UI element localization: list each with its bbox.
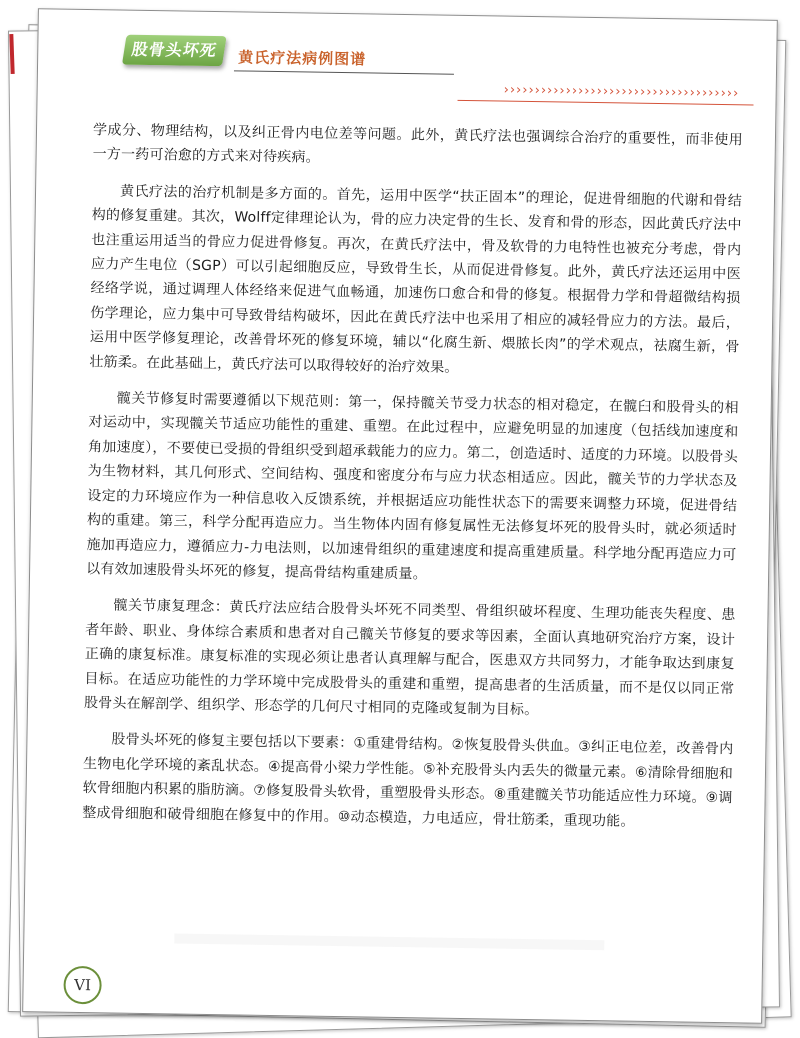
header-rule: [234, 70, 454, 74]
body-text: [82, 118, 743, 847]
chevron-decoration: ››››››››››››››››››››››››››››››››››››››: [503, 82, 740, 102]
paragraph-rehab-concept: 髋关节康复理念：黄氏疗法应结合股骨头坏死不同类型、骨组织破坏程度、生理功能丧失程度、患者年龄、职业、身体综合素质和患者对自己髋关节修复的要求等因素，全面认真地研究治疗方案，设计正确的康复标准。康复标准的实现必须让患者认真理解与配合，医患双方共同努力，才能争取达到康复目标。在适应功能性的力学环境中完成股骨头的重建和重塑，提高患者的生活质量，而不是仅以同正常股骨头在解剖学、组织学、形态学的几何尺寸相同的克隆或复制为目标。: [83, 597, 736, 719]
paragraph-repair-rules: 髋关节修复时需要遵循以下规范则：第一，保持髋关节受力状态的相对稳定，在髋臼和股骨头的相对运动中，实现髋关节适应功能性的重建、重塑。在此过程中，应避免明显的加速度（包括线加速度和角加速度），不要使已受损的骨组织受到超承载能力的应力。第二，创造适时、适度的力环境。以股骨头为生物材料，其几何形式、空间结构、强度和密度分布与应力状态相适应。因此，髋关节的力学状态及设定的力环境应作为一种信息收入反馈系统，并根据适应功能性状态下的需要来调整力环境，促进骨结构的重建。第三，科学分配再造应力。当生物体内固有修复属性无法修复坏死的股骨头时，就必须适时施加再造应力，遵循应力-力电法则，以加速骨组织的重建速度和提高重建质量。科学地分配再造应力可以有效加速股骨头坏死的修复，提高骨结构重建质量。: [86, 390, 739, 583]
book-page: [22, 8, 778, 1023]
section-tag: 股骨头坏死: [122, 35, 227, 67]
paragraph-repair-elements: 股骨头坏死的修复主要包括以下要素：①重建骨结构。②恢复股骨头供血。③纠正电位差，改善骨内生物电化学环境的紊乱状态。④提高骨小梁力学性能。⑤补充股骨头内丢失的微量元素。⑥清除骨细胞和软骨细胞内积累的脂肪滴。⑦修复股骨头软骨，重塑股骨头形态。⑧重建髋关节功能适应性力环境。⑨调整成骨细胞和破骨细胞在修复中的作用。⑩动态模造，力电适应，骨壮筋柔，重现功能。: [82, 731, 734, 830]
paragraph-mechanism: 黄氏疗法的治疗机制是多方面的。首先，运用中医学“扶正固本”的理论，促进骨细胞的代谢和骨结构的修复重建。其次，Wolff定律理论认为，骨的应力决定骨的生长、发育和骨的形态，因此黄氏疗法中也注重运用适当的骨应力促进骨修复。再次，在黄氏疗法中，骨及软骨的力电特性也被充分考虑，骨内应力产生电位（SGP）可以引起细胞反应，导致骨生长，从而促进骨修复。此外，黄氏疗法还运用中医经络学说，通过调理人体经络来促进气血畅通，加速伤口愈合和骨的修复。根据骨力学和骨超微结构损伤学理论，应力集中可导致骨结构破坏，因此在黄氏疗法中也采用了相应的减轻骨应力的方法。最后，运用中医学修复理论，改善骨坏死的修复环境，辅以“化腐生新、煨脓长肉”的学术观点，祛腐生新，骨壮筋柔。在此基础上，黄氏疗法可以取得较好的治疗效果。: [89, 183, 743, 376]
paragraph-continued: 学成分、物理结构，以及纠正骨内电位差等问题。此外，黄氏疗法也强调综合治疗的重要性，而非使用一方一药可治愈的方式来对待疾病。: [92, 122, 744, 167]
book-title: 黄氏疗法病例图谱: [238, 48, 367, 69]
page-number: VI: [63, 966, 102, 1005]
page-header: [37, 9, 776, 121]
faint-bleed-through: [174, 934, 604, 951]
